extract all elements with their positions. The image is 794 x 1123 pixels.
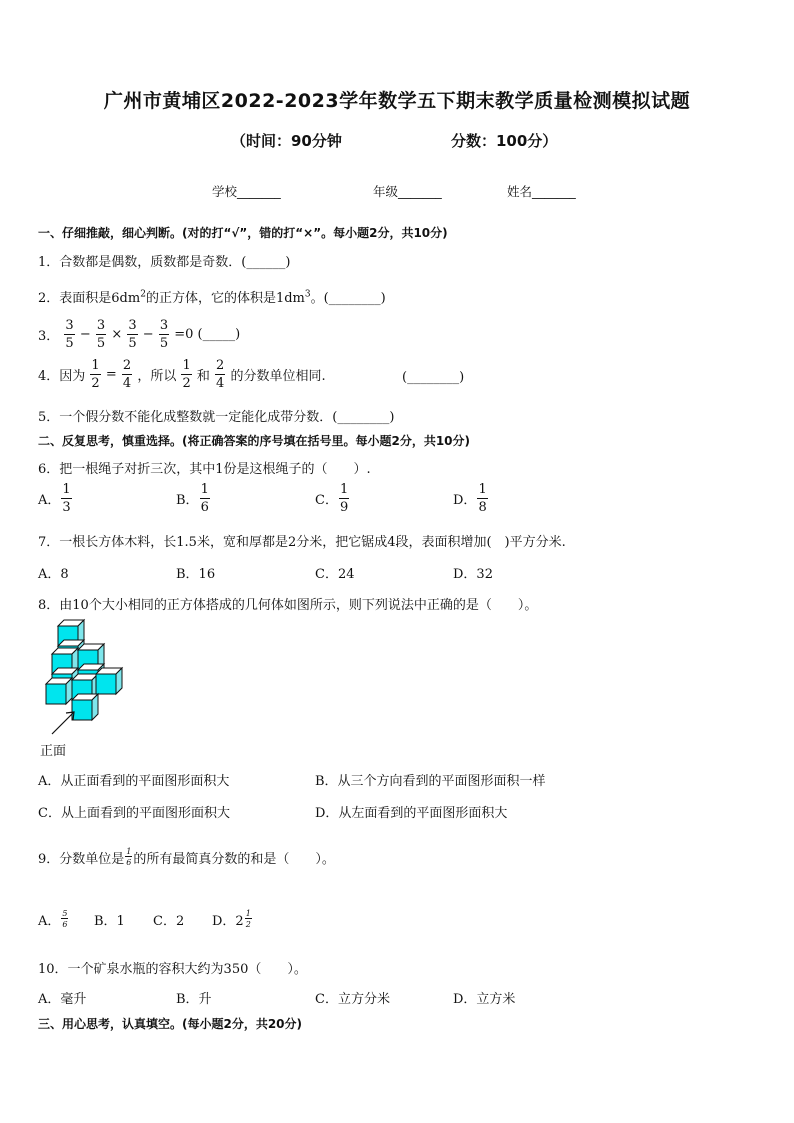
q6-option-a[interactable]: A． $\frac{1}{3}$ xyxy=(38,482,71,515)
question-1: 1．合数都是偶数，质数都是奇数．(______) xyxy=(38,255,291,270)
page-title: 广州市黄埔区2022-2023学年数学五下期末教学质量检测模拟试题 xyxy=(103,90,691,112)
q9-option-a[interactable]: A． $\frac{5}{6}$ xyxy=(38,909,68,929)
section-3-heading: 三、用心思考，认真填空。(每小题2分，共20分) xyxy=(38,1017,303,1031)
question-6: 6．把一根绳子对折三次，其中1份是这根绳子的（ ）. xyxy=(38,462,371,477)
q10-option-b[interactable]: B．升 xyxy=(176,992,212,1007)
cube xyxy=(96,668,122,694)
exam-score: 分数：100分） xyxy=(451,132,558,150)
q9-option-d[interactable]: D．2 $\frac{1}{2}$ xyxy=(212,909,251,929)
question-4: 4．因为 $\frac{1}{2}$ = $\frac{2}{4}$ ，所以 $\frac{1}{2}$ 和 $\frac{2}{4}$ 的分数单位相同. xyxy=(38,358,326,391)
q9-option-c[interactable]: C．2 xyxy=(153,914,185,929)
q7-option-a[interactable]: A．8 xyxy=(38,567,69,582)
front-label: 正面 xyxy=(40,744,67,759)
q10-option-c[interactable]: C．立方分米 xyxy=(315,992,390,1007)
question-2: 2．表面积是$6dm^2$的正方体，它的体积是$1dm^3$。(________) xyxy=(38,289,386,306)
question-3: 3． $\frac{3}{5}$ − $\frac{3}{5}$ × $\frac{3}{5}$ − $\frac{3}{5}$ =0 (_____) xyxy=(38,318,241,351)
school-field[interactable]: 学校_______ xyxy=(212,184,281,199)
q8-option-b[interactable]: B．从三个方向看到的平面图形面积一样 xyxy=(315,774,546,789)
question-9: 9．分数单位是 $\frac{1}{6}$ 的所有最简真分数的和是（ ）。 xyxy=(38,847,335,867)
exam-time: （时间：90分钟 xyxy=(231,132,342,150)
grade-field[interactable]: 年级_______ xyxy=(373,184,442,199)
q8-option-d[interactable]: D．从左面看到的平面图形面积大 xyxy=(315,806,508,821)
cube-stack-figure xyxy=(38,618,138,743)
q8-option-a[interactable]: A．从正面看到的平面图形面积大 xyxy=(38,774,230,789)
q7-option-c[interactable]: C．24 xyxy=(315,567,355,582)
q6-option-c[interactable]: C． $\frac{1}{9}$ xyxy=(315,482,349,515)
question-10: 10．一个矿泉水瓶的容积大约为350（ ）。 xyxy=(38,962,307,977)
q6-option-b[interactable]: B． $\frac{1}{6}$ xyxy=(176,482,209,515)
question-7: 7．一根长方体木料，长1.5米，宽和厚都是2分米，把它锯成4段，表面积增加( )平方分米. xyxy=(38,535,566,550)
question-5: 5．一个假分数不能化成整数就一定能化成带分数．(________) xyxy=(38,410,395,425)
q7-option-d[interactable]: D．32 xyxy=(453,567,493,582)
q10-option-d[interactable]: D．立方米 xyxy=(453,992,516,1007)
q8-option-c[interactable]: C．从上面看到的平面图形面积大 xyxy=(38,806,230,821)
section-1-heading: 一、仔细推敲，细心判断。(对的打“√”，错的打“×”。每小题2分，共10分) xyxy=(38,226,448,240)
q9-option-b[interactable]: B．1 xyxy=(94,914,125,929)
name-field[interactable]: 姓名_______ xyxy=(507,184,576,199)
q10-option-a[interactable]: A．毫升 xyxy=(38,992,87,1007)
front-arrow xyxy=(52,712,74,734)
q7-option-b[interactable]: B．16 xyxy=(176,567,216,582)
question-8: 8．由10个大小相同的正方体搭成的几何体如图所示，则下列说法中正确的是（ ）。 xyxy=(38,598,538,613)
question-4-answer-blank[interactable]: (________) xyxy=(402,370,465,385)
cube xyxy=(72,694,98,720)
q6-option-d[interactable]: D． $\frac{1}{8}$ xyxy=(453,482,487,515)
cube xyxy=(46,678,72,704)
section-2-heading: 二、反复思考，慎重选择。(将正确答案的序号填在括号里。每小题2分，共10分) xyxy=(38,434,471,448)
